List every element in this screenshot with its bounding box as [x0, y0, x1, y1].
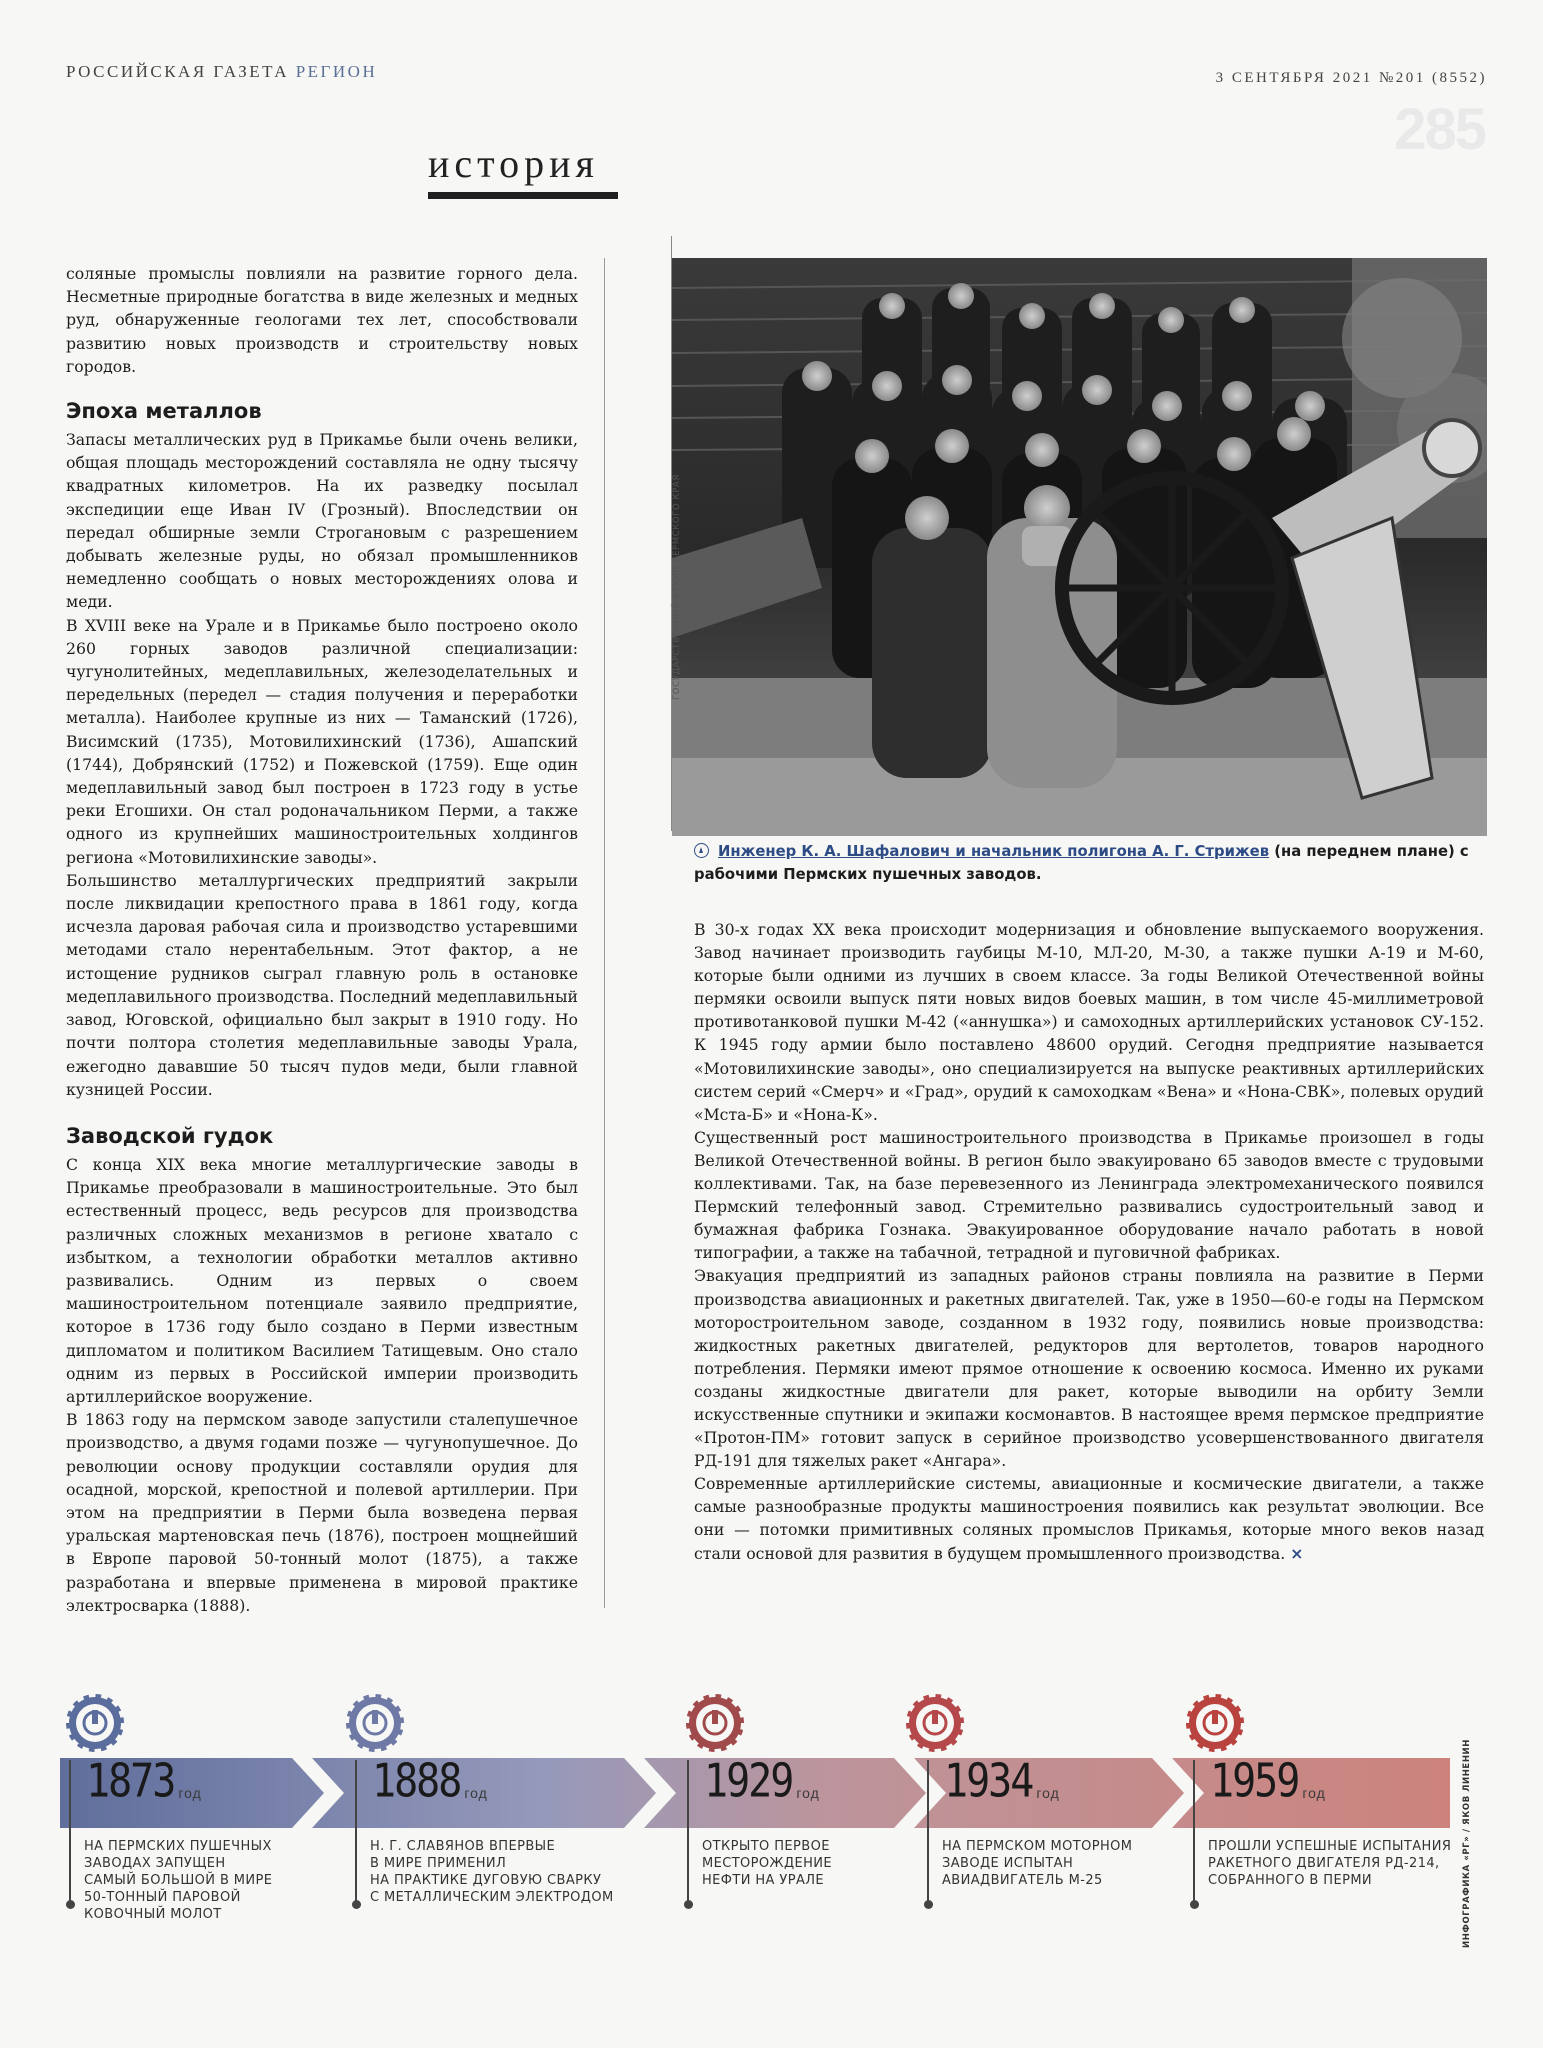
timeline-description: [942, 1838, 1132, 1889]
year-value: 1959: [1210, 1755, 1299, 1808]
timeline-description-line: ЗАВОДЕ ИСПЫТАН: [942, 1856, 1074, 1871]
timeline-connector: [355, 1760, 357, 1904]
caption-text: (на переднем плане) с рабочими Пермских пушечных заводов.: [694, 843, 1469, 883]
oil-pump-icon: [684, 1692, 746, 1754]
timeline-description-line: ПРОШЛИ УСПЕШНЫЕ ИСПЫТАНИЯ: [1208, 1839, 1452, 1854]
engine-icon: [904, 1692, 966, 1754]
year-unit: год: [1036, 1785, 1060, 1801]
timeline-year: [86, 1755, 202, 1808]
page-number: 285: [1394, 97, 1485, 162]
year-value: 1934: [944, 1755, 1033, 1808]
timeline-description-line: ЗАВОДАХ ЗАПУЩЕН: [84, 1856, 226, 1871]
timeline-description-line: 50-ТОННЫЙ ПАРОВОЙ: [84, 1890, 241, 1905]
timeline-description-line: НА ПЕРМСКОМ МОТОРНОМ: [942, 1839, 1133, 1854]
year-value: 1873: [86, 1755, 175, 1808]
right-column: [694, 918, 1484, 1565]
year-unit: год: [1302, 1785, 1326, 1801]
photo-credit: ГОСУДАРСТВЕННЫЙ АРХИВ ПЕРМСКОГО КРАЯ: [672, 474, 682, 700]
intro-paragraph: соляные промыслы повлияли на развитие горного дела. Несметные природные богатства в виде железных и медных руд, обнаруженные геологами тех лет, способствовали развитию новых производств и строительству новых городов.: [66, 264, 578, 376]
timeline-description-line: В МИРЕ ПРИМЕНИЛ: [370, 1856, 507, 1871]
cannon-icon: [64, 1692, 126, 1754]
timeline-connector: [687, 1760, 689, 1904]
timeline-description: [370, 1838, 614, 1906]
timeline-dot: [66, 1900, 75, 1909]
end-mark-icon: ×: [1290, 1543, 1304, 1563]
timeline-description-line: КОВОЧНЫЙ МОЛОТ: [84, 1907, 222, 1922]
section-heading-metals: Эпоха металлов: [66, 399, 262, 424]
timeline-dot: [352, 1900, 361, 1909]
rocket-icon: [1184, 1692, 1246, 1754]
paragraph: В 30-х годах XX века происходит модернизация и обновление выпускаемого вооружения. Завод начинает производить гаубицы М-10, МЛ-20, М-30, а также пушки А-19 и М-60, которые были одними из лучших в своем классе. За годы Великой Отечественной войны пермяки освоили выпуск пяти новых видов боевых машин, в том числе 45-миллиметровой противотанковой пушки М-42 («аннушка») и самоходных артиллерийских установок СУ-152. К 1945 году армии было поставлено 48600 орудий. Сегодня предприятие называется «Мотовилихинские заводы», оно специализируется на выпуске реактивных артиллерийских систем серий «Смерч» и «Град», орудий к самоходкам «Вена» и «Нона-СВК», полевых орудий «Мста-Б» и «Нона-К».: [694, 920, 1484, 1124]
timeline-year: [372, 1755, 488, 1808]
timeline-connector: [1193, 1760, 1195, 1904]
rubric-title: история: [428, 141, 599, 186]
paragraph: В XVIII веке на Урале и в Прикамье было построено около 260 горных заводов различной специализации: чугунолитейных, медеплавильных, железоделательных и передельных (передел — стадия получения и переработки металла). Наиболее крупные из них — Таманский (1726), Висимский (1735), Мотовилихинский (1736), Ашапский (1744), Добрянский (1752) и Пожевской (1759). Еще один медеплавильный завод был построен в 1723 году в устье реки Егошихи. Он стал родоначальником Перми, а также одного из крупнейших машиностроительных холдингов региона «Мотовилихинские заводы».: [66, 615, 578, 867]
paragraph: Эвакуация предприятий из западных районов страны повлияла на развитие в Перми производства авиационных и ракетных двигателей. Так, уже в 1950—60-е годы на Пермском моторостроительном заводе, созданном в 1932 году, появились новые производства: жидкостных ракетных двигателей, редукторов для вертолетов, товаров народного потребления. Пермяки имеют прямое отношение к освоению космоса. Именно их руками созданы жидкостные двигатели для ракет, которые выводили на орбиту Земли искусственные спутники и экипажи космонавтов. В настоящее время пермское предприятие «Протон-ПМ» готовит запуск в серийное производство усовершенствованного двигателя РД-191 для тяжелых ракет «Ангара».: [694, 1266, 1484, 1471]
closing-paragraph: Современные артиллерийские системы, авиационные и космические двигатели, а также самые разнообразные продукты машиностроения появились как результат эволюции. Все они — потомки примитивных соляных промыслов Прикамья, которые много веков назад стали основой для развития в будущем промышленного производства.: [694, 1474, 1484, 1563]
section-heading-factory-horn: Заводской гудок: [66, 1123, 274, 1148]
rubric-underline: [428, 192, 618, 199]
timeline-description-line: С МЕТАЛЛИЧЕСКИМ ЭЛЕКТРОДОМ: [370, 1890, 614, 1905]
archive-photo-image: [672, 258, 1487, 836]
paragraph: Существенный рост машиностроительного производства в Прикамье произошел в годы Великой Отечественной войны. В регион было эвакуировано 65 заводов вместе с трудовыми коллективами. Так, на базе перевезенного из Ленинграда электромеханического появился Пермский телефонный завод. Стремительно развивались судостроительный завод и бумажная фабрика Гознака. Эвакуированное оборудование начало работать в новой типографии, а также на табачной, тетрадной и пуговичной фабриках.: [694, 1127, 1484, 1263]
paragraph: Большинство металлургических предприятий закрыли после ликвидации крепостного права в 1861 году, когда исчезла даровая рабочая сила и производство устаревшими методами стало нерентабельным. Этот фактор, а не истощение рудников сыграл главную роль в остановке медеплавильного производства. Последний медеплавильный завод, Юговской, официально был закрыт в 1910 году. Но почти полтора столетия медеплавильные заводы Урала, ежегодно дававшие 50 тысяч пудов меди, были главной кузницей России.: [66, 870, 578, 1099]
column-divider: [604, 258, 605, 1608]
timeline-description-line: МЕСТОРОЖДЕНИЕ: [702, 1856, 833, 1871]
timeline-description-line: НА ПРАКТИКЕ ДУГОВУЮ СВАРКУ: [370, 1873, 602, 1888]
timeline-description-line: НА ПЕРМСКИХ ПУШЕЧНЫХ: [84, 1839, 272, 1854]
year-unit: год: [796, 1785, 820, 1801]
paragraph: В 1863 году на пермском заводе запустили сталепушечное производство, а двумя годами позже — чугунопушечное. До революции основу продукции составляли орудия для осадной, морской, крепостной и полевой артиллерии. При этом на предприятии в Перми была возведена первая уральская мартеновская печь (1876), построен мощнейший в Европе паровой 50-тонный молот (1875), а также разработана и впервые применена в мировой практике электросварка (1888).: [66, 1410, 578, 1615]
issue-info: 3 СЕНТЯБРЯ 2021 №201 (8552): [1215, 70, 1487, 86]
timeline-year: [944, 1755, 1060, 1808]
year-value: 1929: [704, 1755, 793, 1808]
timeline-description-line: НЕФТИ НА УРАЛЕ: [702, 1873, 825, 1888]
region-label: РЕГИОН: [295, 62, 378, 81]
timeline-year: [1210, 1755, 1326, 1808]
timeline-description-line: АВИАДВИГАТЕЛЬ М-25: [942, 1873, 1103, 1888]
welding-icon: [344, 1692, 406, 1754]
timeline-dot: [924, 1900, 933, 1909]
timeline-description: [84, 1838, 272, 1923]
timeline-description-line: Н. Г. СЛАВЯНОВ ВПЕРВЫЕ: [370, 1839, 556, 1854]
timeline-description-line: ОТКРЫТО ПЕРВОЕ: [702, 1839, 830, 1854]
timeline-dot: [1190, 1900, 1199, 1909]
infographic-credit: ИНФОГРАФИКА «РГ» / ЯКОВ ЛИНЕНИН: [1462, 1739, 1472, 1948]
timeline-year: [704, 1755, 820, 1808]
caption-link[interactable]: Инженер К. А. Шафалович и начальник полигона А. Г. Стрижев: [718, 843, 1270, 860]
newspaper-name: РОССИЙСКАЯ ГАЗЕТА: [66, 62, 289, 81]
timeline-description: [702, 1838, 832, 1889]
archive-photo: [672, 258, 1487, 836]
timeline-dot: [684, 1900, 693, 1909]
timeline-description: [1208, 1838, 1451, 1889]
paragraph: [694, 1472, 1484, 1564]
year-unit: год: [178, 1785, 202, 1801]
timeline-description-line: СОБРАННОГО В ПЕРМИ: [1208, 1873, 1373, 1888]
year-unit: год: [464, 1785, 488, 1801]
timeline-connector: [927, 1760, 929, 1904]
timeline-connector: [69, 1760, 71, 1904]
timeline-description-line: САМЫЙ БОЛЬШОЙ В МИРЕ: [84, 1873, 273, 1888]
photo-caption: [694, 840, 1474, 886]
year-value: 1888: [372, 1755, 461, 1808]
paragraph: С конца XIX века многие металлургические заводы в Прикамье преобразовали в машиностроительные. Это был естественный процесс, ведь ресурсов для производства различных сложных механизмов в регионе хватало с избытком, а технологии обработки металлов активно развивались. Одним из первых о своем машиностроительном потенциале заявило предприятие, которое в 1736 году было создано в Перми известным дипломатом и политиком Василием Татищевым. Оно стало одним из первых в Российской империи производить артиллерийское вооружение.: [66, 1154, 578, 1406]
timeline-description-line: РАКЕТНОГО ДВИГАТЕЛЯ РД-214,: [1208, 1856, 1440, 1871]
masthead: [66, 62, 377, 82]
left-column: [66, 262, 578, 1617]
paragraph: Запасы металлических руд в Прикамье были очень велики, общая площадь месторождений составляла не одну тысячу квадратных километров. На их разведку посылал экспедиции еще Иван IV (Грозный). Впоследствии он передал обширные земли Строгановым с разрешением добывать железные руды, но обязал промышленников немедленно сообщать о новых месторождениях олова и меди.: [66, 430, 578, 612]
